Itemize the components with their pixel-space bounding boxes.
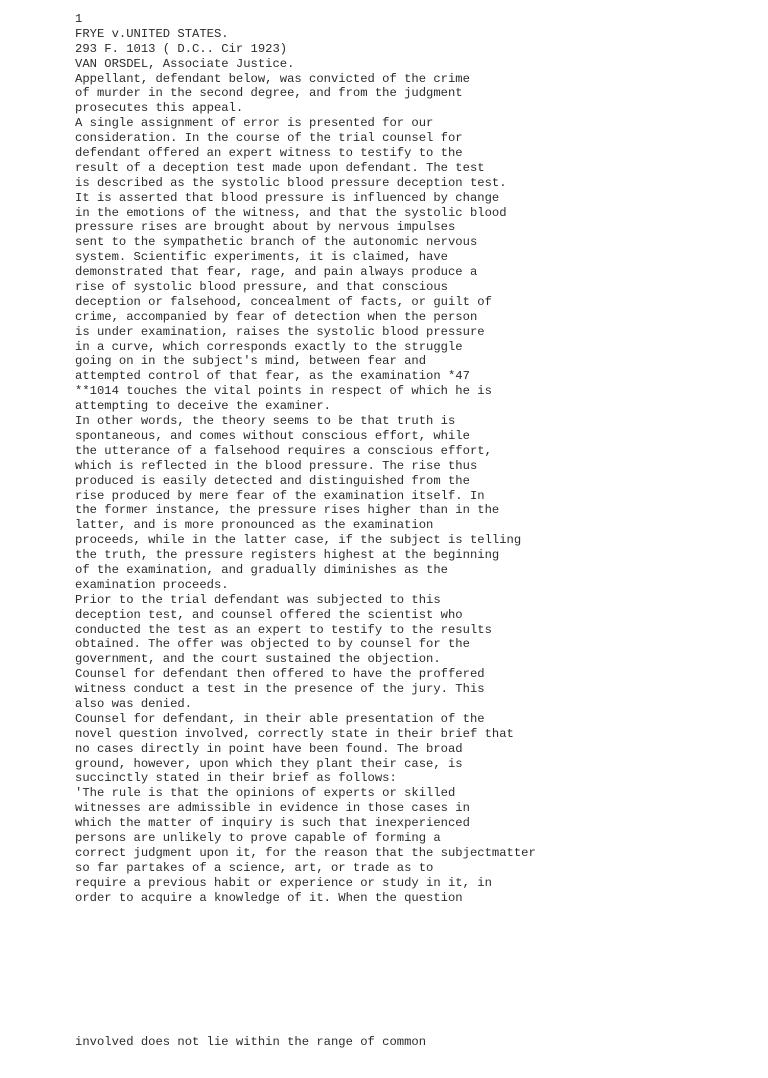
text-line: obtained. The offer was objected to by counsel for the [75, 637, 470, 652]
text-line: Prior to the trial defendant was subjected to this [75, 592, 441, 607]
text-line: require a previous habit or experience or study in it, in [75, 875, 492, 890]
text-line: system. Scientific experiments, it is claimed, have [75, 250, 448, 265]
document-body [75, 12, 536, 905]
text-line: in the emotions of the witness, and that the systolic blood [75, 205, 507, 220]
text-line: going on in the subject's mind, between fear and [75, 354, 427, 369]
text-line: no cases directly in point have been found. The broad [75, 741, 463, 756]
text-line: consideration. In the course of the trial counsel for [75, 131, 463, 146]
text-line: demonstrated that fear, rage, and pain always produce a [75, 265, 478, 280]
text-line: **1014 touches the vital points in respect of which he is [75, 384, 492, 399]
text-line: produced is easily detected and distinguished from the [75, 473, 470, 488]
text-line: the truth, the pressure registers highest at the beginning [75, 548, 500, 563]
text-line: FRYE v.UNITED STATES. [75, 26, 229, 41]
text-line: VAN ORSDEL, Associate Justice. [75, 56, 295, 71]
text-line: examination proceeds. [75, 577, 229, 592]
text-line: prosecutes this appeal. [75, 101, 244, 116]
text-line: Counsel for defendant then offered to have the proffered [75, 667, 485, 682]
text-line: the former instance, the pressure rises higher than in the [75, 503, 500, 518]
text-line: deception or falsehood, concealment of facts, or guilt of [75, 294, 492, 309]
text-line: order to acquire a knowledge of it. When the question [75, 890, 463, 905]
text-line: witness conduct a test in the presence of the jury. This [75, 682, 485, 697]
text-line: in a curve, which corresponds exactly to the struggle [75, 339, 463, 354]
document-continuation [75, 1007, 426, 1078]
text-line: so far partakes of a science, art, or trade as to [75, 860, 434, 875]
text-line: latter, and is more pronounced as the examination [75, 518, 434, 533]
text-line: attempting to deceive the examiner. [75, 399, 331, 414]
text-line: A single assignment of error is presented for our [75, 116, 434, 131]
text-line: 293 F. 1013 ( D.C.. Cir 1923) [75, 41, 288, 56]
text-line: attempted control of that fear, as the examination *47 [75, 369, 470, 384]
text-line: crime, accompanied by fear of detection when the person [75, 309, 478, 324]
text-line: spontaneous, and comes without conscious effort, while [75, 428, 470, 443]
text-line: is described as the systolic blood pressure deception test. [75, 175, 507, 190]
text-line: rise produced by mere fear of the examination itself. In [75, 488, 485, 503]
text-line: 1 [75, 12, 83, 26]
text-line-continuation: involved does not lie within the range of common [75, 1035, 427, 1049]
text-line: In other words, the theory seems to be that truth is [75, 414, 456, 429]
text-line: It is asserted that blood pressure is influenced by change [75, 190, 500, 205]
text-line: result of a deception test made upon defendant. The test [75, 160, 485, 175]
text-line: novel question involved, correctly state in their brief that [75, 726, 514, 741]
text-line: Counsel for defendant, in their able presentation of the [75, 711, 485, 726]
text-line: conducted the test as an expert to testify to the results [75, 622, 492, 637]
text-line: is under examination, raises the systolic blood pressure [75, 324, 485, 339]
text-line: rise of systolic blood pressure, and that conscious [75, 280, 448, 295]
text-line: correct judgment upon it, for the reason that the subjectmatter [75, 845, 536, 860]
text-line: succinctly stated in their brief as follows: [75, 771, 397, 786]
text-line: witnesses are admissible in evidence in those cases in [75, 801, 470, 816]
text-line: sent to the sympathetic branch of the autonomic nervous [75, 235, 478, 250]
text-line: pressure rises are brought about by nervous impulses [75, 220, 456, 235]
text-line: government, and the court sustained the objection. [75, 652, 441, 667]
text-line: persons are unlikely to prove capable of forming a [75, 830, 441, 845]
text-line: the utterance of a falsehood requires a conscious effort, [75, 443, 492, 458]
text-line: of murder in the second degree, and from the judgment [75, 86, 463, 101]
text-line: also was denied. [75, 696, 193, 711]
text-line: 'The rule is that the opinions of experts or skilled [75, 786, 456, 801]
text-line: proceeds, while in the latter case, if the subject is telling [75, 533, 522, 548]
text-line: of the examination, and gradually diminishes as the [75, 562, 448, 577]
text-line: which is reflected in the blood pressure. The rise thus [75, 458, 478, 473]
text-line: which the matter of inquiry is such that inexperienced [75, 816, 470, 831]
text-line: defendant offered an expert witness to testify to the [75, 146, 463, 161]
text-line: deception test, and counsel offered the scientist who [75, 607, 463, 622]
text-line: ground, however, upon which they plant their case, is [75, 756, 463, 771]
text-line: Appellant, defendant below, was convicted of the crime [75, 71, 470, 86]
